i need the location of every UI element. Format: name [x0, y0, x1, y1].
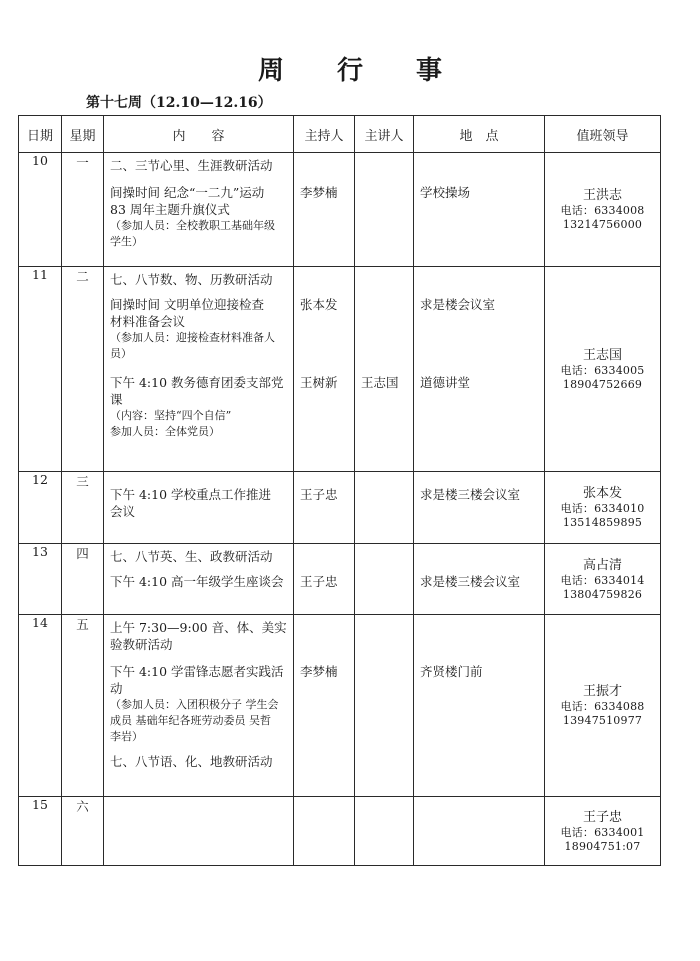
- schedule-item: [110, 374, 289, 440]
- schedule-item: [110, 663, 289, 745]
- duty-leader-cell: [545, 797, 661, 866]
- column-header-host: 主持人: [294, 116, 355, 153]
- item-participants: （参加人员：迎接检查材料准备人: [110, 331, 275, 344]
- duty-phone: 电话：6334008: [560, 204, 645, 217]
- weekday-cell: 五: [62, 615, 104, 797]
- content-cell: [104, 615, 294, 797]
- table-row: [19, 544, 661, 615]
- content-cell: [104, 267, 294, 472]
- schedule-table: [18, 115, 661, 866]
- date-cell: 12: [19, 472, 62, 544]
- column-header-date: 日期: [19, 116, 62, 153]
- item-text: 下午 4:10 学校重点工作推进: [110, 487, 272, 502]
- duty-mobile: 13514859895: [562, 516, 643, 529]
- item-participants: （内容：坚持“四个自信”: [110, 409, 232, 422]
- column-header-weekday: 星期: [62, 116, 104, 153]
- schedule-item: [110, 548, 289, 565]
- weekday-cell: 一: [62, 153, 104, 267]
- content-cell: [104, 472, 294, 544]
- duty-leader-name: 王洪志: [582, 188, 622, 203]
- speaker-cell: [355, 472, 414, 544]
- location-cell: [414, 544, 545, 615]
- item-participants: （参加人员：入团积极分子 学生会: [110, 698, 279, 711]
- weekday-cell: 三: [62, 472, 104, 544]
- duty-leader-name: 张本发: [582, 486, 622, 501]
- location-name: 齐贤楼门前: [420, 664, 483, 679]
- location-cell: [414, 267, 545, 472]
- schedule-item: [110, 157, 289, 174]
- location-cell: [414, 797, 545, 866]
- column-header-location: 地 点: [414, 116, 545, 153]
- item-text: 七、八节语、化、地教研活动: [110, 754, 273, 769]
- host-cell: [294, 544, 355, 615]
- duty-leader-cell: [545, 544, 661, 615]
- duty-mobile: 13214756000: [562, 218, 643, 231]
- speaker-cell: [355, 615, 414, 797]
- host-name: 王子忠: [300, 487, 338, 502]
- schedule-item: [110, 296, 289, 362]
- speaker-cell: [355, 544, 414, 615]
- host-cell: [294, 267, 355, 472]
- host-name: 王子忠: [300, 574, 338, 589]
- location-name: 道德讲堂: [420, 375, 471, 390]
- location-cell: [414, 615, 545, 797]
- header-row: [19, 116, 661, 153]
- item-text: 七、八节数、物、历教研活动: [110, 272, 273, 287]
- host-name: 张本发: [300, 297, 338, 312]
- item-text: 间操时间 纪念“一二九”运动: [110, 185, 265, 200]
- table-row: [19, 267, 661, 472]
- speaker-cell: [355, 153, 414, 267]
- duty-phone: 电话：6334010: [560, 502, 645, 515]
- schedule-item: [110, 753, 289, 770]
- item-participants: 学生）: [110, 235, 143, 248]
- duty-mobile: 18904752669: [562, 377, 643, 391]
- item-text: 二、三节心里、生涯教研活动: [110, 158, 273, 173]
- item-text: 验教研活动: [110, 637, 173, 652]
- item-participants: 成员 基础年纪各班劳动委员 吴哲: [110, 714, 271, 727]
- date-cell: 11: [19, 267, 62, 472]
- table-row: [19, 153, 661, 267]
- item-text: 下午 4:10 教务德育团委支部党: [110, 375, 284, 390]
- date-cell: 14: [19, 615, 62, 797]
- item-participants: （参加人员：全校教职工基础年级: [110, 219, 275, 232]
- host-name: 李梦楠: [300, 185, 338, 200]
- host-cell: [294, 153, 355, 267]
- item-text: 材料准备会议: [110, 314, 186, 329]
- speaker-cell: [355, 267, 414, 472]
- item-text: 83 周年主题升旗仪式: [110, 202, 230, 217]
- column-header-speaker: 主讲人: [355, 116, 414, 153]
- duty-phone: 电话：6334014: [560, 573, 645, 587]
- speaker-cell: [355, 797, 414, 866]
- content-cell: [104, 797, 294, 866]
- duty-leader-cell: [545, 615, 661, 797]
- column-header-duty-leader: 值班领导: [545, 116, 661, 153]
- duty-phone: 电话：6334001: [560, 825, 645, 839]
- item-participants: 李岩）: [110, 730, 143, 743]
- item-text: 课: [110, 392, 123, 407]
- item-text: 七、八节英、生、政教研活动: [110, 549, 273, 564]
- date-cell: 15: [19, 797, 62, 866]
- schedule-item: [110, 619, 289, 653]
- duty-leader-name: 王子忠: [582, 809, 622, 825]
- item-text: 间操时间 文明单位迎接检查: [110, 297, 264, 312]
- duty-phone: 电话：6334088: [560, 700, 645, 713]
- duty-leader-cell: [545, 153, 661, 267]
- page-title: 周 行 事: [257, 56, 465, 86]
- item-text: 下午 4:10 学雷锋志愿者实践活: [110, 664, 284, 679]
- location-cell: [414, 153, 545, 267]
- weekday-cell: 二: [62, 267, 104, 472]
- table-row: [19, 472, 661, 544]
- location-name: 求是楼三楼会议室: [420, 574, 521, 589]
- host-cell: [294, 797, 355, 866]
- item-text: 会议: [110, 504, 136, 519]
- speaker-name: 王志国: [361, 375, 399, 390]
- duty-mobile: 13804759826: [562, 587, 643, 601]
- schedule-item: [110, 573, 289, 590]
- duty-phone: 电话：6334005: [560, 363, 645, 377]
- schedule-item: [110, 184, 289, 250]
- item-text: 下午 4:10 高一年级学生座谈会: [110, 574, 284, 589]
- date-cell: 10: [19, 153, 62, 267]
- item-participants: 参加人员：全体党员）: [110, 425, 220, 438]
- duty-leader-name: 高占清: [582, 557, 622, 573]
- schedule-item: [110, 271, 289, 288]
- location-name: 学校操场: [420, 185, 471, 200]
- content-cell: [104, 153, 294, 267]
- duty-leader-name: 王志国: [582, 347, 622, 363]
- location-name: 求是楼三楼会议室: [420, 487, 521, 502]
- item-text: 动: [110, 681, 123, 696]
- duty-leader-cell: [545, 472, 661, 544]
- duty-mobile: 18904751:07: [564, 839, 641, 853]
- content-cell: [104, 544, 294, 615]
- duty-mobile: 13947510977: [562, 714, 643, 727]
- item-participants: 员）: [110, 347, 132, 360]
- duty-leader-cell: [545, 267, 661, 472]
- host-name: 李梦楠: [300, 664, 338, 679]
- weekday-cell: 六: [62, 797, 104, 866]
- week-label: 第十七周（12.10—12.16）: [86, 95, 272, 111]
- host-cell: [294, 472, 355, 544]
- date-cell: 13: [19, 544, 62, 615]
- duty-leader-name: 王振才: [582, 684, 622, 699]
- location-name: 求是楼会议室: [420, 297, 496, 312]
- column-header-content: 内 容: [104, 116, 294, 153]
- table-row: [19, 615, 661, 797]
- location-cell: [414, 472, 545, 544]
- host-name: 王树新: [300, 375, 338, 390]
- table-row: [19, 797, 661, 866]
- schedule-item: [110, 486, 289, 520]
- host-cell: [294, 615, 355, 797]
- weekday-cell: 四: [62, 544, 104, 615]
- item-text: 上午 7:30—9:00 音、体、美实: [110, 620, 287, 635]
